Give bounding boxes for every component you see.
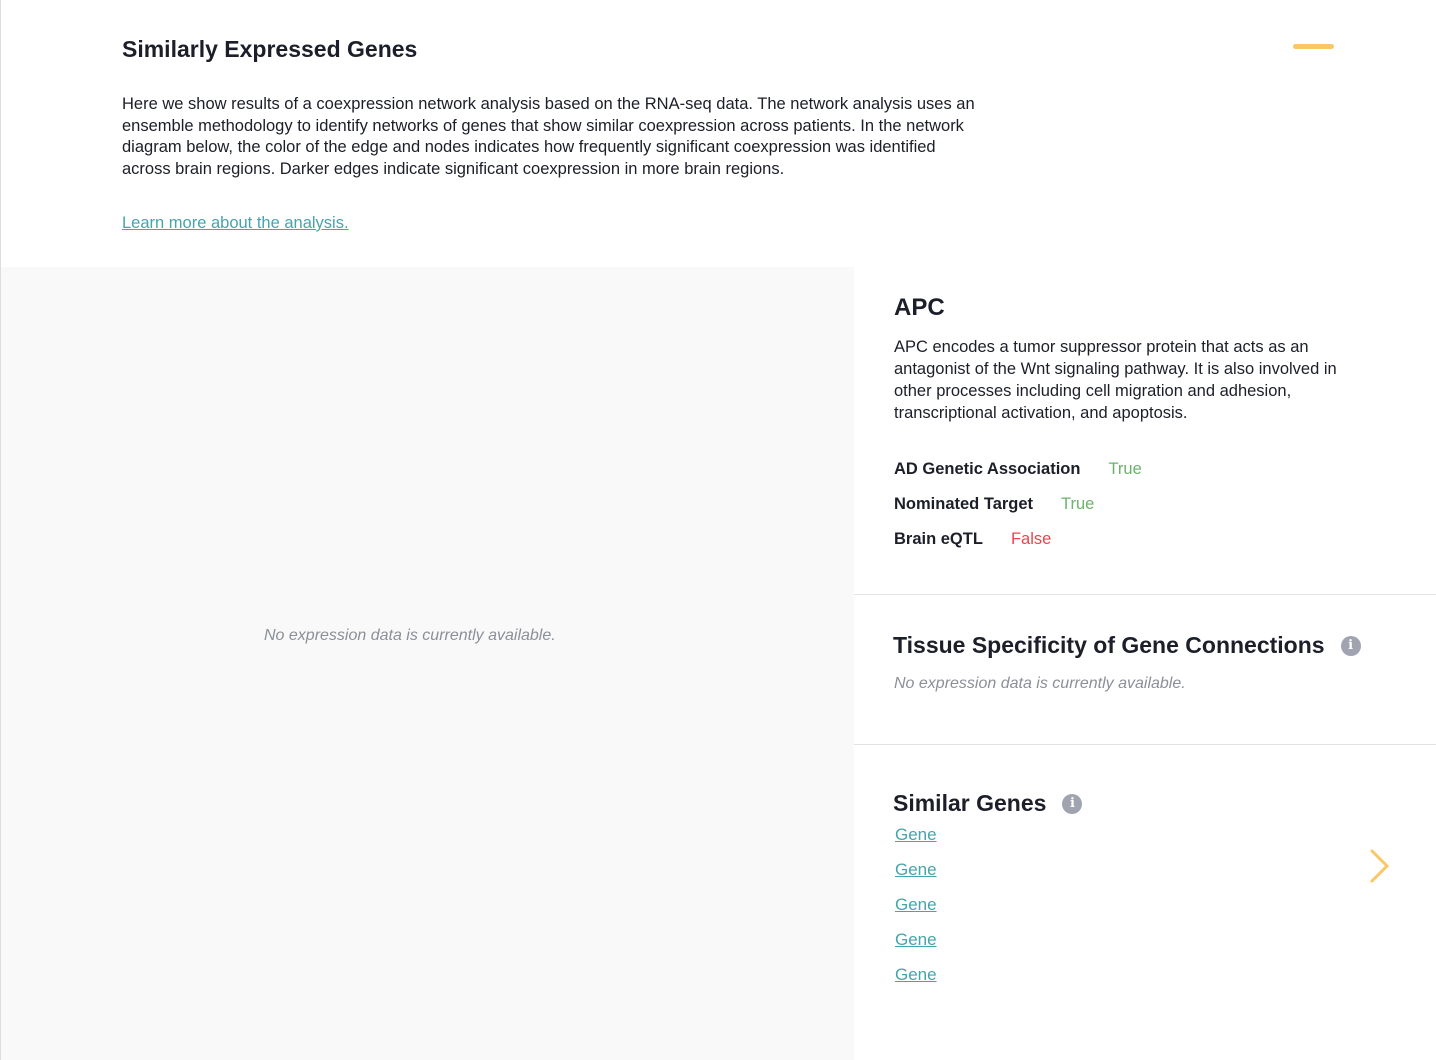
similar-gene-link[interactable]: Gene: [895, 895, 937, 914]
page-title: Similarly Expressed Genes: [122, 36, 418, 62]
chevron-right-icon[interactable]: [1367, 848, 1393, 884]
attr-value: False: [1010, 530, 1052, 548]
intro-text: Here we show results of a coexpression network analysis based on the RNA-seq data. The network analysis uses an ensemble methodology to identify networks of genes that show similar coexpression across patients. In the network diagram below, the color of the edge and nodes indicates how frequently significant coexpression was identified across brain regions. Darker edges indicate significant coexpression in more brain regions.: [122, 95, 975, 178]
similar-genes-section: [893, 790, 1082, 1000]
info-icon[interactable]: i: [1062, 794, 1082, 814]
gene-name: APC: [894, 294, 945, 321]
attr-label: Nominated Target: [894, 495, 1034, 513]
info-icon[interactable]: i: [1341, 636, 1361, 656]
similar-gene-link[interactable]: Gene: [895, 825, 937, 844]
attr-value: True: [1061, 495, 1095, 513]
similar-gene-link[interactable]: Gene: [895, 860, 937, 879]
attr-nominated-target: [894, 495, 1394, 530]
network-panel: [1, 267, 854, 1060]
collapse-button[interactable]: [1293, 44, 1334, 49]
attr-brain-eqtl: [894, 530, 1394, 565]
tissue-section: [893, 632, 1361, 693]
learn-more-link[interactable]: Learn more about the analysis.: [122, 214, 349, 232]
attr-label: Brain eQTL: [894, 530, 983, 548]
tissue-title: Tissue Specificity of Gene Connections: [893, 632, 1325, 658]
divider: [854, 594, 1436, 595]
similar-genes-title: Similar Genes: [893, 790, 1047, 816]
divider: [854, 744, 1436, 745]
gene-description: APC encodes a tumor suppressor protein that acts as an antagonist of the Wnt signaling pathway. It is also involved in other processes including cell migration and adhesion, transcriptional activation, and apoptosis.: [894, 338, 1337, 422]
similar-gene-link[interactable]: Gene: [895, 930, 937, 949]
attr-value: True: [1108, 460, 1142, 478]
similar-gene-link[interactable]: Gene: [895, 965, 937, 984]
attr-ad-genetic-association: [894, 460, 1394, 495]
attr-label: AD Genetic Association: [894, 460, 1081, 478]
gene-details: [894, 294, 1394, 565]
network-empty-message: No expression data is currently available.: [264, 627, 556, 644]
tissue-empty-message: No expression data is currently available.: [894, 675, 1186, 692]
